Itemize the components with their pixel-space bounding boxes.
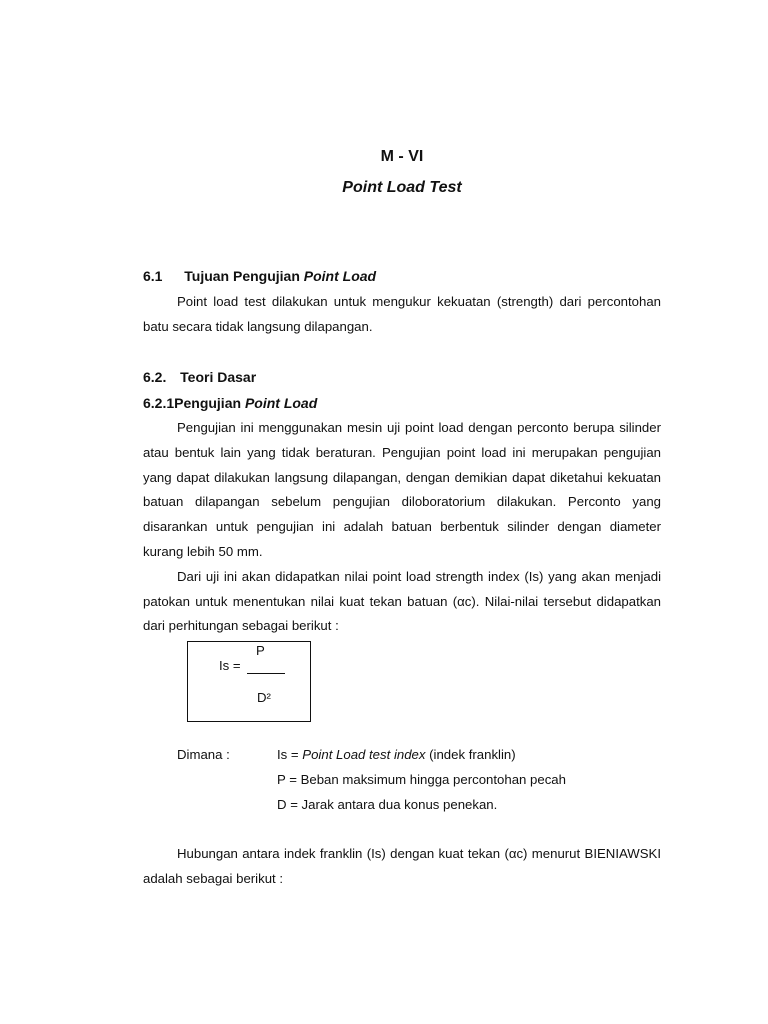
closing-paragraph-text: Hubungan antara indek franklin (Is) dengan kuat tekan (αc) menurut BIENIAWSKI adalah sebagai berikut :: [143, 846, 661, 886]
closing-paragraph: [143, 842, 661, 892]
definitions-label: Dimana :: [177, 747, 230, 762]
section-title: Pengujian: [174, 395, 245, 411]
fraction-line: [247, 673, 285, 674]
section-6-2-1-paragraphs: [143, 416, 661, 639]
section-number: 6.1: [143, 268, 163, 284]
formula-lhs: Is =: [219, 658, 241, 673]
section-title-italic: Point Load: [244, 395, 318, 411]
section-title: Teori Dasar: [180, 369, 257, 385]
section-number: 6.2.: [143, 369, 167, 385]
section-6-1-heading: [143, 268, 376, 284]
definition-prefix: Is =: [277, 747, 303, 762]
section-6-2-1-heading: [143, 395, 317, 411]
definition-suffix: (indek franklin): [425, 747, 516, 762]
definition-italic: Point Load test index: [302, 747, 426, 762]
section-6-2-heading: [143, 369, 256, 385]
section-title: Tujuan Pengujian: [184, 268, 304, 284]
formula-numerator: P: [256, 643, 265, 658]
definition-prefix: P = Beban maksimum hingga percontohan pecah: [277, 772, 566, 787]
section-number: 6.2.1: [143, 395, 175, 411]
definition-is: [277, 747, 516, 762]
definition-prefix: D = Jarak antara dua konus penekan.: [277, 797, 498, 812]
formula-box: [187, 641, 311, 722]
definition-p: [277, 772, 566, 787]
section-title-italic: Point Load: [303, 268, 377, 284]
paragraph-2-text: Dari uji ini akan didapatkan nilai point load strength index (Is) yang akan menjadi patokan untuk menentukan nilai kuat tekan batuan (αc). Nilai-nilai tersebut didapatkan dari perhitungan sebagai berikut :: [143, 568, 661, 634]
section-6-1-paragraph: [143, 290, 661, 340]
chapter-title: M - VI: [380, 148, 424, 165]
paragraph-1-text: Pengujian ini menggunakan mesin uji point load dengan perconto berupa silinder atau bentuk lain yang tidak beraturan. Pengujian point load ini merupakan pengujian yang dapat dilakukan langsung dilapangan, dengan demikian dapat diketahui kekuatan batuan dilapangan sebelum pengujian diloboratorium dilakukan. Perconto yang disarankan untuk pengujian ini adalah batuan berbentuk silinder dengan diameter kurang lebih 50 mm.: [143, 420, 661, 559]
formula-denominator: D²: [257, 690, 271, 705]
paragraph-text: Point load test dilakukan untuk mengukur kekuatan (strength) dari percontohan batu secara tidak langsung dilapangan.: [143, 294, 661, 334]
definition-d: [277, 797, 497, 812]
chapter-subtitle: Point Load Test: [342, 179, 462, 196]
